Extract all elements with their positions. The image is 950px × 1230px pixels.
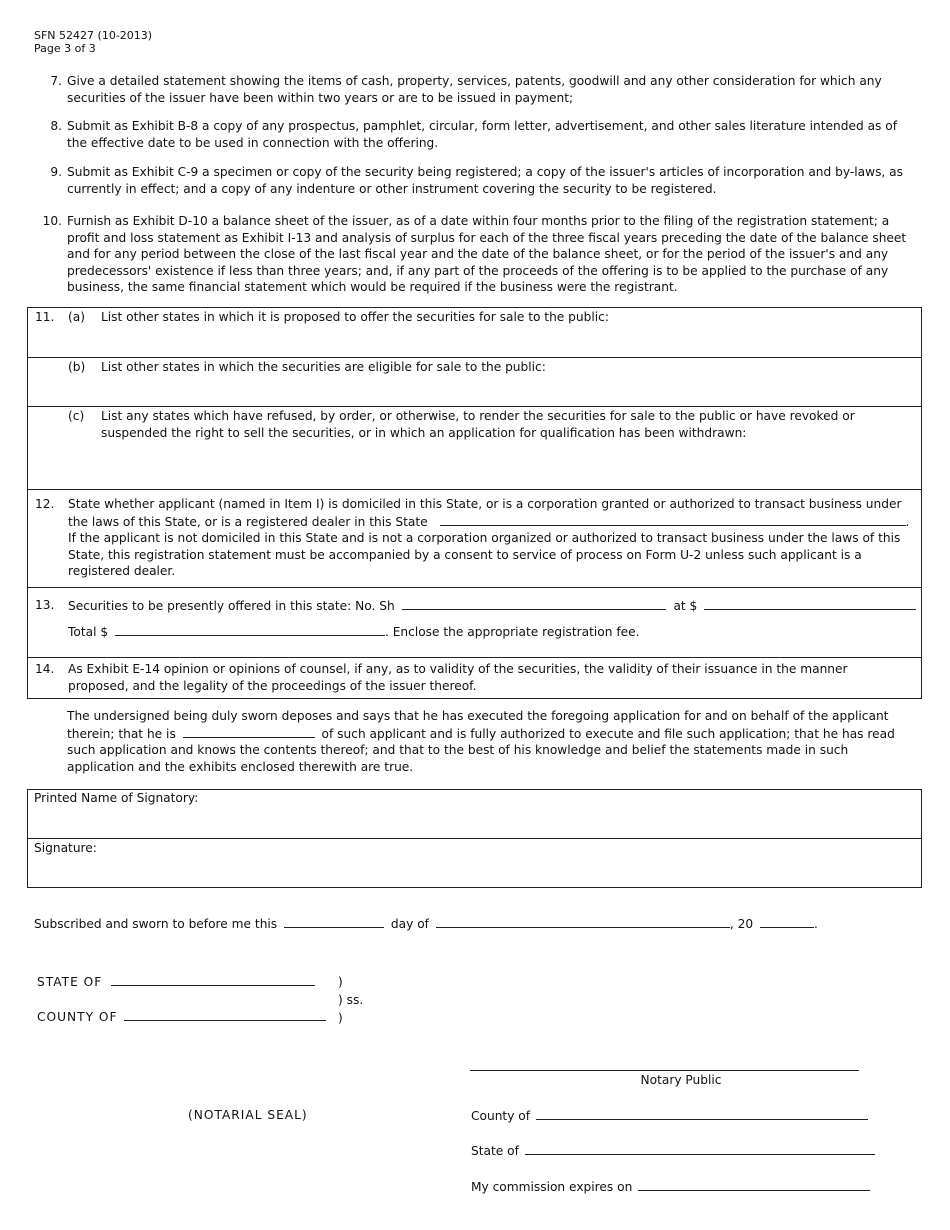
state-venue [37,973,315,991]
paren-bottom: ) [338,1011,343,1025]
item-12-question: State whether applicant (named in Item I) is domiciled in this State, or is a corporation granted or authorized to transact business under the laws of this State, or is a registered dealer in this State [68,497,902,529]
notary-public-label: Notary Public [640,1073,722,1087]
total-field[interactable] [115,623,385,636]
item-11c-text: List any states which have refused, by order, or otherwise, to render the securities for sale to the public or have revoked or suspended the right to sell the securities, or in which an application for qualification has been withdrawn: [101,409,855,440]
item-10 [34,213,914,297]
item-11b-text: List other states in which the securities are eligible for sale to the public: [101,360,546,374]
item-12-row [28,489,921,588]
notary-county [471,1107,868,1125]
venue-county-field[interactable] [124,1008,326,1021]
item-text: Submit as Exhibit B-8 a copy of any prospectus, pamphlet, circular, form letter, advertisement, and other sales literature intended as of the effective date to be used in connection with the offering. [67,119,898,150]
item-11b-row[interactable] [28,357,921,407]
year-prefix: , 20 [729,917,754,931]
item-number: 9. [50,165,62,179]
sworn-line [34,915,818,933]
item-8 [34,118,914,152]
sub-label: (c) [68,409,85,423]
notary-county-field[interactable] [536,1107,868,1120]
paren-top: ) [338,975,343,989]
paren-ss: ) ss. [338,993,364,1007]
signature-label: Signature: [34,841,97,855]
oath-part-2: of such applicant and is fully authorized to execute and file such application; that he has read such application and knows the contents thereof; and that to the best of his knowledge and belief the statements made in such application and the exhibits enclosed therewith are true. [67,726,895,774]
item-number: 13. [35,598,55,612]
item-number: 8. [50,119,62,133]
price-label: at $ [673,599,698,613]
printed-name-field[interactable] [28,790,921,838]
item-text: Submit as Exhibit C-9 a specimen or copy of the security being registered; a copy of the issuer's articles of incorporation and by-laws, as currently in effect; and a copy of any indenture or other instrument covering the security to be registered. [67,165,903,196]
item-11a-text: List other states in which it is proposed to offer the securities for sale to the public: [101,310,609,324]
item-number: 7. [50,74,62,88]
item-number: 12. [35,497,55,511]
day-of-label: day of [390,917,429,931]
commission-label: My commission expires on [471,1180,633,1194]
item-number: 14. [35,662,55,676]
ss-brackets [338,973,363,1027]
printed-name-label: Printed Name of Signatory: [34,791,199,805]
item-12-note: If the applicant is not domiciled in this State and is not a corporation organized or authorized to transact business under the laws of this State, this registration statement must be accompanied by a consent to service of process on Form U-2 unless such applicant is a registered dealer. [68,531,901,578]
state-of-label: STATE OF [37,975,103,989]
year-field[interactable] [760,915,814,928]
item-14-text: As Exhibit E-14 opinion or opinions of counsel, if any, as to validity of the securities, the validity of their issuance in the manner proposed, and the legality of the proceedings of the issuer thereof. [68,662,848,693]
item-text: Give a detailed statement showing the items of cash, property, services, patents, goodwill and any other consideration for which any securities of the issuer have been within two years or are to be issued in payment; [67,74,882,105]
notary-county-label: County of [471,1109,531,1123]
fee-note: . Enclose the appropriate registration fee. [384,625,640,639]
total-label: Total $ [68,625,109,639]
shares-field[interactable] [402,597,666,610]
county-venue [37,1008,326,1026]
domicile-field[interactable] [440,513,906,526]
commission-expiry-field[interactable] [638,1178,870,1191]
notary-state-field[interactable] [525,1142,875,1155]
signatory-box [27,789,922,888]
item-11a-row[interactable] [28,308,921,357]
item-14-row [28,657,921,699]
item-12-text [68,496,911,580]
county-of-label: COUNTY OF [37,1010,118,1024]
sub-label: (a) [68,310,85,324]
title-field[interactable] [183,725,315,738]
signature-field[interactable] [28,838,921,888]
item-text: Furnish as Exhibit D-10 a balance sheet of the issuer, as of a date within four months prior to the filing of the registration statement; a profit and loss statement as Exhibit I-13 and analysis of surplus for each of the three fiscal years preceding the date of the balance sheet and for any period between the close of the last fiscal year and the date of the balance sheet, or for the period of the issuer's and any predecessors' existence if less than three years; and, if any part of the proceeds of the offering is to be applied to the purchase of any business, the same financial statement which would be required if the business were the registrant. [67,214,907,294]
items-11-14-box [27,307,922,699]
item-13-line-2 [68,623,640,641]
notary-state [471,1142,875,1160]
venue-state-field[interactable] [111,973,315,986]
month-field[interactable] [436,915,730,928]
page-number: Page 3 of 3 [34,42,96,55]
period: . [813,917,818,931]
oath-paragraph [67,708,912,775]
oath-part-1: The undersigned being duly sworn deposes and says that he has executed the foregoing application for and on behalf of the applicant therein; that he is [67,709,889,741]
sub-label: (b) [68,360,86,374]
shares-label: Securities to be presently offered in this state: No. Sh [68,599,395,613]
item-13-line-1 [68,597,916,615]
item-11c-row[interactable] [28,406,921,490]
item-number: 10. [42,214,62,228]
item-9 [34,164,914,198]
day-field[interactable] [284,915,384,928]
sworn-label: Subscribed and sworn to before me this [34,917,278,931]
period: . [905,514,910,529]
form-header [34,29,152,55]
item-7 [34,73,914,107]
form-id: SFN 52427 (10-2013) [34,29,153,42]
notary-state-label: State of [471,1144,519,1158]
notary-signature-line[interactable] [470,1070,859,1071]
item-13-row [28,587,921,658]
price-field[interactable] [704,597,916,610]
notarial-seal-label: (NOTARIAL SEAL) [188,1108,308,1122]
item-number: 11. [35,310,55,324]
notary-commission [471,1178,870,1196]
